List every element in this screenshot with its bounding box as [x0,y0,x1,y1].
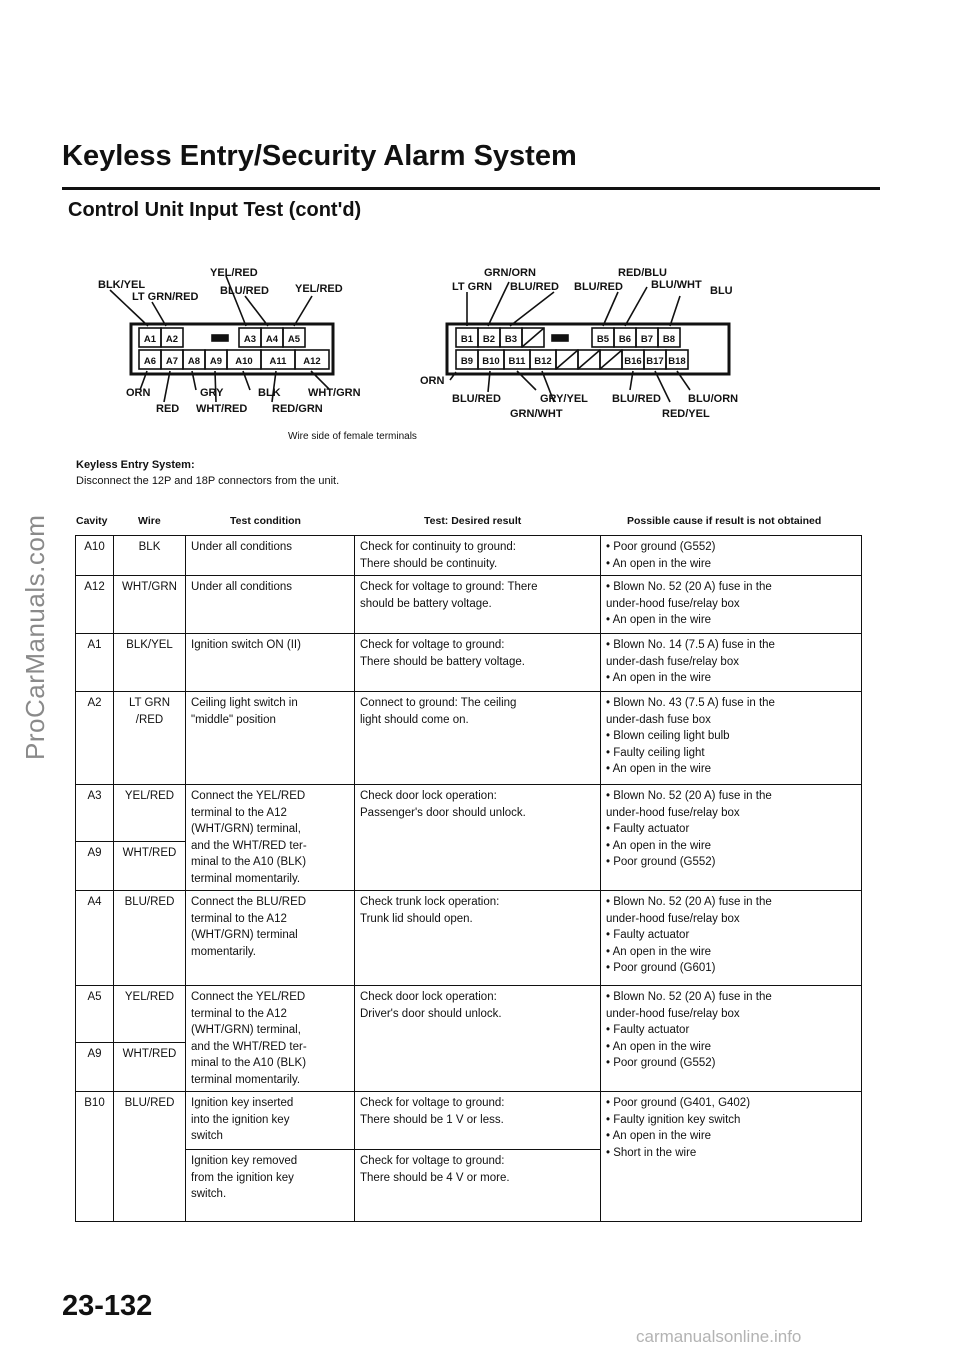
pin-a10: A10 [235,356,253,367]
pin-b10: B10 [482,356,500,367]
table-row [76,785,862,842]
header-result: Test: Desired result [424,515,522,527]
cell-cavity: A12 [76,576,114,634]
pin-b1: B1 [460,334,474,345]
connector-diagram [90,262,780,430]
cell-result: Connect to ground: The ceiling light should come on. [355,692,601,785]
cell-result: Check for continuity to ground: There should be continuity. [355,536,601,576]
label-12p-redgrn: RED/GRN [272,403,323,415]
watermark-bottom: carmanualsonline.info [636,1327,802,1346]
cell-wire: LT GRN /RED [114,692,186,785]
cell-test: Ceiling light switch in "middle" position [186,692,355,785]
pin-b5: B5 [596,334,610,345]
cell-test: Under all conditions [186,576,355,634]
table-row [76,1092,862,1150]
pin-b12: B12 [534,356,552,367]
cell-cause: • Blown No. 14 (7.5 A) fuse in the under-dash fuse/relay box • An open in the wire [601,634,862,692]
cell-result: Check for voltage to ground: There should be battery voltage. [355,576,601,634]
label-12p-gry: GRY [200,387,224,399]
cell-result: Check door lock operation: Driver's door should unlock. [355,986,601,1092]
pin-a6: A6 [143,356,157,367]
pin-a4: A4 [265,334,279,345]
label-18p-ltgrn: LT GRN [452,281,493,293]
cell-wire: BLU/RED [114,891,186,986]
label-12p-ltgrnred: LT GRN/RED [132,291,199,303]
table-row [76,634,862,692]
cell-cause: • Poor ground (G552) • An open in the wire [601,536,862,576]
pin-a8: A8 [187,356,201,367]
cell-wire: YEL/RED [114,986,186,1043]
label-12p-red: RED [156,403,180,415]
cell-cavity: A2 [76,692,114,785]
cell-cavity: A3 [76,785,114,842]
label-12p-whtgrn: WHT/GRN [308,387,361,399]
pin-b8: B8 [662,334,676,345]
cell-result: Check for voltage to ground: There should be 1 V or less. [355,1092,601,1150]
label-18p-grnorn: GRN/ORN [484,267,536,279]
cell-test: Connect the BLU/RED terminal to the A12 (WHT/GRN) terminal momentarily. [186,891,355,986]
pin-a1: A1 [143,334,157,345]
label-12p-yelred-right: YEL/RED [295,283,343,295]
header-cause: Possible cause if result is not obtained [627,515,822,527]
pin-a12: A12 [303,356,321,367]
label-18p-bluwht: BLU/WHT [651,279,702,291]
label-18p-redyel: RED/YEL [662,408,710,420]
label-18p-blured-bottom-2: BLU/RED [612,393,661,405]
label-12p-blured: BLU/RED [220,285,269,297]
cell-cause: • Blown No. 52 (20 A) fuse in the under-hood fuse/relay box • Faulty actuator • An open in the wire • Poor ground (G552) [601,986,862,1092]
label-12p-blk: BLK [258,387,281,399]
table-row [76,692,862,785]
cell-cause: • Blown No. 52 (20 A) fuse in the under-hood fuse/relay box • Faulty actuator • An open in the wire • Poor ground (G601) [601,891,862,986]
cell-wire: BLU/RED [114,1092,186,1222]
label-18p-blured: BLU/RED [510,281,559,293]
cell-cavity: A10 [76,536,114,576]
page-subtitle: Control Unit Input Test (cont'd) [68,199,362,221]
cell-test: Under all conditions [186,536,355,576]
label-12p-whtred: WHT/RED [196,403,248,415]
section-title: Keyless Entry System: [76,459,195,471]
pin-b17: B17 [646,356,664,367]
cell-cavity: A9 [76,841,114,890]
section-instruction: Disconnect the 12P and 18P connectors from the unit. [76,475,340,487]
cell-wire: WHT/RED [114,1042,186,1091]
label-12p-blkyel: BLK/YEL [98,279,146,291]
pin-a9: A9 [209,356,223,367]
pin-b7: B7 [640,334,654,345]
cell-cavity: A1 [76,634,114,692]
cell-cavity: B10 [76,1092,114,1222]
cell-result: Check door lock operation: Passenger's door should unlock. [355,785,601,891]
pin-a2: A2 [165,334,179,345]
table-row [76,891,862,986]
cell-wire: WHT/GRN [114,576,186,634]
cell-wire: YEL/RED [114,785,186,842]
cell-wire: BLK/YEL [114,634,186,692]
cell-test: Connect the YEL/RED terminal to the A12 (WHT/GRN) terminal, and the WHT/RED ter- minal to the A10 (BLK) terminal momentarily. [186,785,355,891]
header-cavity: Cavity [76,515,108,527]
label-18p-redblu: RED/BLU [618,267,667,279]
title-rule [62,187,880,190]
cell-wire: WHT/RED [114,841,186,890]
pin-a11: A11 [269,356,287,367]
cell-test: Ignition key inserted into the ignition key switch [186,1092,355,1150]
pin-a3: A3 [243,334,257,345]
pin-b2: B2 [482,334,496,345]
label-18p-blu: BLU [710,285,733,297]
pin-b16: B16 [624,356,642,367]
cell-cause: • Poor ground (G401, G402) • Faulty ignition key switch • An open in the wire • Short in the wire [601,1092,862,1222]
pin-b9: B9 [460,356,474,367]
cell-test: Ignition key removed from the ignition key switch. [186,1150,355,1222]
table-row [76,536,862,576]
cell-test: Ignition switch ON (II) [186,634,355,692]
cell-wire: BLK [114,536,186,576]
table-row [76,986,862,1043]
label-12p-yelred-top: YEL/RED [210,267,258,279]
cell-result: Check for voltage to ground: There should be battery voltage. [355,634,601,692]
cell-result: Check trunk lock operation: Trunk lid should open. [355,891,601,986]
page-title: Keyless Entry/Security Alarm System [62,140,577,172]
pin-b6: B6 [618,334,632,345]
label-18p-blured-2: BLU/RED [574,281,623,293]
pin-b11: B11 [508,356,526,367]
table-row [76,576,862,634]
cell-cavity: A5 [76,986,114,1043]
label-18p-grnwht: GRN/WHT [510,408,563,420]
cell-cause: • Blown No. 43 (7.5 A) fuse in the under-dash fuse box • Blown ceiling light bulb • Faulty ceiling light • An open in the wire [601,692,862,785]
test-table [75,535,862,1222]
label-12p-orn: ORN [126,387,151,399]
page-number: 23-132 [62,1290,153,1322]
cell-cause: • Blown No. 52 (20 A) fuse in the under-hood fuse/relay box • Faulty actuator • An open in the wire • Poor ground (G552) [601,785,862,891]
label-18p-blured-bottom: BLU/RED [452,393,501,405]
pin-a7: A7 [165,356,179,367]
header-test: Test condition [230,515,301,527]
watermark-side: ProCarManuals.com [20,514,50,760]
label-18p-gryyel: GRY/YEL [540,393,588,405]
header-wire: Wire [138,515,161,527]
label-18p-bluorn: BLU/ORN [688,393,739,405]
pin-a5: A5 [287,334,301,345]
cell-test: Connect the YEL/RED terminal to the A12 (WHT/GRN) terminal, and the WHT/RED ter- minal to the A10 (BLK) terminal momentarily. [186,986,355,1092]
diagram-caption: Wire side of female terminals [288,431,417,442]
cell-cavity: A9 [76,1042,114,1091]
cell-cause: • Blown No. 52 (20 A) fuse in the under-hood fuse/relay box • An open in the wire [601,576,862,634]
pin-b18: B18 [668,356,686,367]
cell-result: Check for voltage to ground: There should be 4 V or more. [355,1150,601,1222]
label-18p-orn: ORN [420,375,445,387]
cell-cavity: A4 [76,891,114,986]
pin-b3: B3 [504,334,518,345]
